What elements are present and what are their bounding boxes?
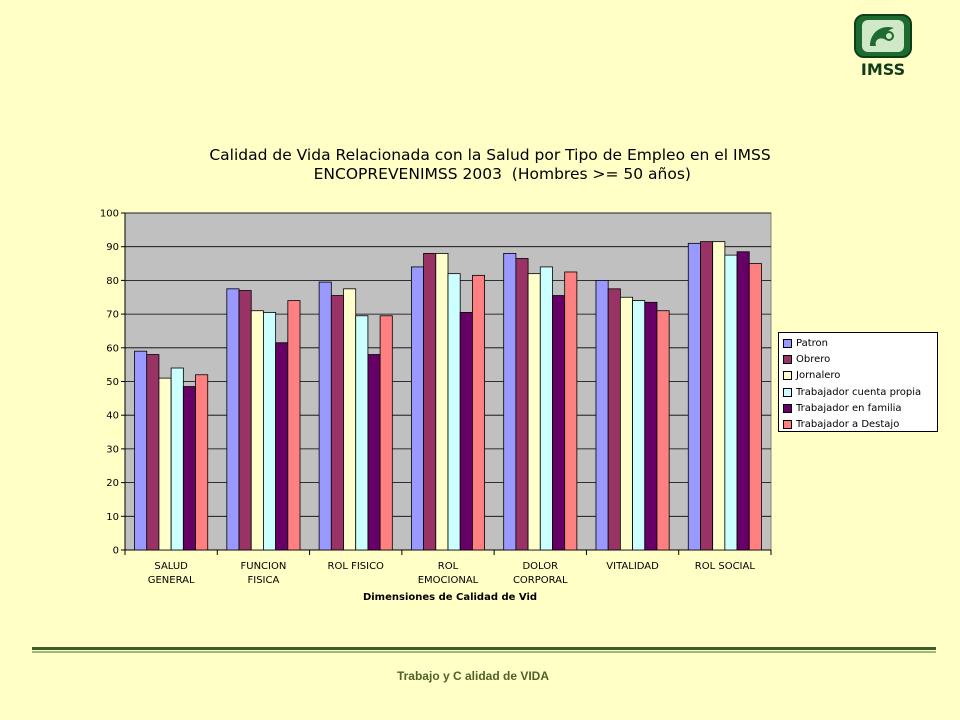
bar xyxy=(608,289,620,550)
bar xyxy=(380,316,392,550)
x-axis-title: Dimensiones de Calidad de Vid xyxy=(362,592,538,603)
chart-legend xyxy=(778,332,938,432)
bar xyxy=(528,274,540,550)
legend-swatch xyxy=(783,388,792,397)
bar xyxy=(657,311,669,550)
legend-swatch xyxy=(783,339,792,348)
bar xyxy=(424,253,436,550)
bar xyxy=(725,255,737,550)
bar xyxy=(263,312,275,550)
bar xyxy=(436,253,448,550)
x-tick-label: GENERAL xyxy=(147,575,195,586)
bar xyxy=(620,297,632,550)
bar xyxy=(713,242,725,550)
legend-label: Trabajador en familia xyxy=(796,402,902,414)
legend-item xyxy=(783,368,937,384)
bar xyxy=(276,343,288,550)
legend-label: Jornalero xyxy=(796,370,841,382)
bar xyxy=(356,316,368,550)
y-tick-label: 80 xyxy=(106,275,119,287)
bar xyxy=(196,375,208,550)
legend-swatch xyxy=(783,404,792,413)
x-tick-label: FUNCION xyxy=(240,561,287,572)
bar xyxy=(472,275,484,550)
y-tick-label: 40 xyxy=(106,410,119,422)
legend-item xyxy=(783,400,937,416)
bar xyxy=(516,258,528,550)
bar xyxy=(183,387,195,550)
bar xyxy=(448,274,460,550)
x-tick-label: EMOCIONAL xyxy=(417,575,479,586)
bar xyxy=(633,301,645,550)
footer-divider xyxy=(32,647,936,650)
bar xyxy=(460,312,472,550)
bar xyxy=(540,267,552,550)
bar xyxy=(411,267,423,550)
bar xyxy=(565,272,577,550)
footer-text: Trabajo y C alidad de VIDA xyxy=(396,669,550,683)
bar xyxy=(331,296,343,550)
x-tick-label: DOLOR xyxy=(522,561,559,572)
y-tick-label: 60 xyxy=(106,343,119,355)
legend-swatch xyxy=(783,371,792,380)
bar xyxy=(319,282,331,550)
y-tick-label: 0 xyxy=(112,545,119,557)
bar xyxy=(135,351,147,550)
legend-item xyxy=(783,384,937,400)
bar xyxy=(552,296,564,550)
legend-label: Obrero xyxy=(796,353,831,365)
bar xyxy=(368,355,380,550)
legend-item xyxy=(783,335,937,351)
legend-item xyxy=(783,351,937,367)
y-tick-label: 30 xyxy=(106,444,119,456)
bar xyxy=(504,253,516,550)
legend-swatch xyxy=(783,355,792,364)
bar xyxy=(171,368,183,550)
bar xyxy=(688,243,700,550)
y-tick-label: 90 xyxy=(106,242,119,254)
legend-label: Trabajador a Destajo xyxy=(796,419,900,431)
svg-text:IMSS: IMSS xyxy=(860,60,906,79)
x-tick-label: CORPORAL xyxy=(512,575,568,586)
legend-item xyxy=(783,416,937,432)
legend-label: Trabajador cuenta propia xyxy=(796,386,922,398)
legend-label: Patron xyxy=(796,337,828,349)
y-tick-label: 20 xyxy=(106,478,119,490)
bar xyxy=(749,264,761,550)
bar xyxy=(645,302,657,550)
y-tick-label: 70 xyxy=(106,309,119,321)
x-tick-label: VITALIDAD xyxy=(606,561,659,572)
bar xyxy=(251,311,263,550)
x-tick-label: ROL xyxy=(437,561,459,572)
bar xyxy=(344,289,356,550)
footer-divider-light xyxy=(32,651,936,653)
bar xyxy=(700,242,712,550)
legend-swatch xyxy=(783,420,792,429)
bar xyxy=(596,280,608,550)
x-tick-label: ROL FISICO xyxy=(327,561,384,572)
y-tick-label: 100 xyxy=(99,208,119,220)
bar xyxy=(288,301,300,550)
x-tick-label: FISICA xyxy=(247,575,280,586)
bar xyxy=(239,291,251,550)
chart-title: Calidad de Vida Relacionada con la Salud por Tipo de Empleo en el IMSS ENCOPREVENIMSS 2003 (Hombres >= 50 años) xyxy=(209,146,771,183)
bar xyxy=(737,252,749,550)
bar xyxy=(159,378,171,550)
x-tick-label: ROL SOCIAL xyxy=(694,561,755,572)
bar xyxy=(147,355,159,550)
y-tick-label: 50 xyxy=(106,377,119,388)
bar xyxy=(227,289,239,550)
x-tick-label: SALUD xyxy=(154,561,188,572)
y-tick-label: 10 xyxy=(106,511,119,523)
